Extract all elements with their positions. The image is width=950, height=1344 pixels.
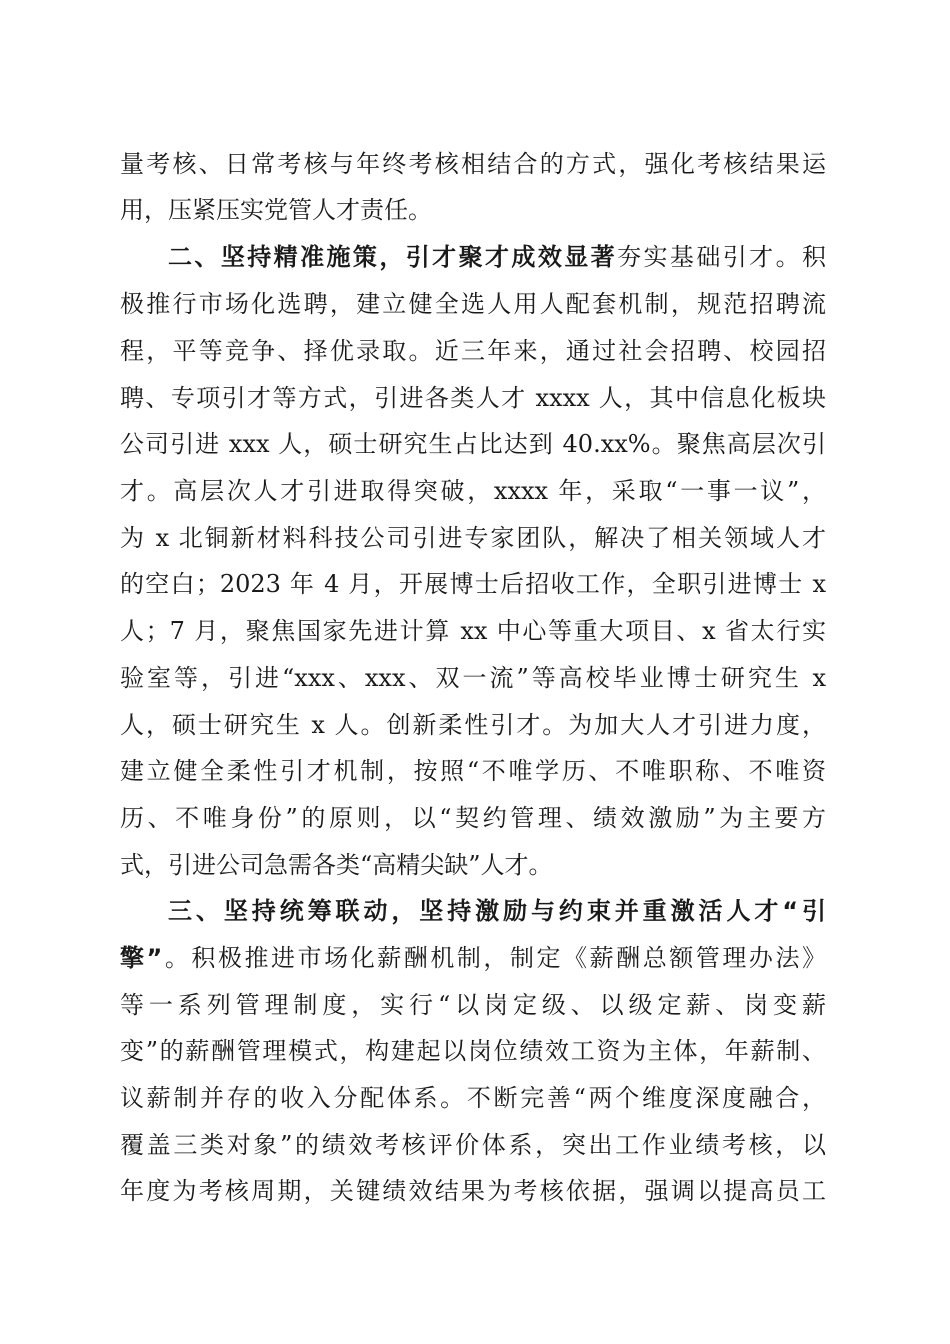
text-line: 议薪制并存的收入分配体系。不断完善“两个维度深度融合，	[120, 1084, 826, 1112]
text-line: 覆盖三类对象”的绩效考核评价体系，突出工作业绩考核，以	[120, 1131, 826, 1159]
text-line: 为 x 北铜新材料科技公司引进专家团队，解决了相关领域人才	[120, 524, 826, 552]
paragraph-first-line	[120, 241, 826, 273]
text-line: 建立健全柔性引才机制，按照“不唯学历、不唯职称、不唯资	[120, 757, 826, 785]
text-line: 历、不唯身份”的原则，以“契约管理、绩效激励”为主要方	[120, 804, 826, 832]
text-line: 公司引进 xxx 人，硕士研究生占比达到 40.xx%。聚焦高层次引	[120, 430, 826, 458]
text-line: 用，压紧压实党管人才责任。	[120, 196, 432, 224]
text-line: 年度为考核周期，关键绩效结果为考核依据，强调以提高员工	[120, 1177, 826, 1205]
text-line: 极推行市场化选聘，建立健全选人用人配套机制，规范招聘流	[120, 290, 826, 318]
text-line: 的空白；2023 年 4 月，开展博士后招收工作，全职引进博士 x	[120, 570, 826, 598]
text-line: 量考核、日常考核与年终考核相结合的方式，强化考核结果运	[120, 150, 826, 178]
paragraph-first-line	[120, 895, 826, 927]
subheading-text: 夯实基础引才。积	[617, 243, 827, 271]
text-line: 式，引进公司急需各类“高精尖缺”人才。	[120, 851, 553, 879]
text-line: 聘、专项引才等方式，引进各类人才 xxxx 人，其中信息化板块	[120, 384, 826, 412]
section-heading: 二、坚持精准施策，引才聚才成效显著	[168, 243, 618, 271]
section-heading-continued: 擎”	[120, 944, 163, 972]
text-line: 程，平等竞争、择优录取。近三年来，通过社会招聘、校园招	[120, 337, 826, 365]
text-line: 等一系列管理制度，实行“以岗定级、以级定薪、岗变薪	[120, 991, 826, 1019]
text-line: 验室等，引进“xxx、xxx、双一流”等高校毕业博士研究生 x	[120, 664, 826, 692]
text-line: 才。高层次人才引进取得突破，xxxx 年，采取“一事一议”，	[120, 477, 826, 505]
text-line: 变”的薪酬管理模式，构建起以岗位绩效工资为主体，年薪制、	[120, 1037, 826, 1065]
text-line	[120, 942, 826, 974]
text-line: 人，硕士研究生 x 人。创新柔性引才。为加大人才引进力度，	[120, 711, 826, 739]
section-heading: 三、坚持统筹联动，坚持激励与约束并重激活人才“引	[168, 897, 826, 925]
text-line: 人；7 月，聚焦国家先进计算 xx 中心等重大项目、x 省太行实	[120, 617, 826, 645]
body-text: 。积极推进市场化薪酬机制，制定《薪酬总额管理办法》	[162, 944, 826, 972]
